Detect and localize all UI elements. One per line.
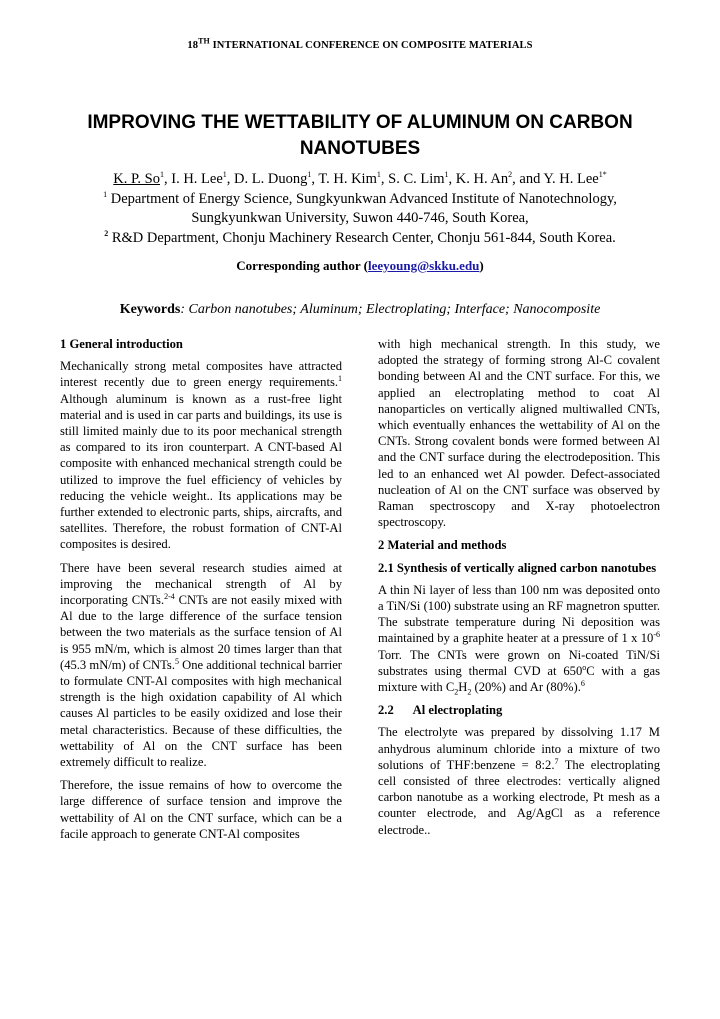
affiliation-1 <box>40 190 680 210</box>
subscript: 2 <box>467 687 472 697</box>
affil-mark: 1 <box>376 170 381 180</box>
author: , K. H. An <box>448 171 509 187</box>
paragraph <box>378 582 660 695</box>
affil-mark: 1 <box>160 170 164 180</box>
paragraph-text: H <box>458 680 468 695</box>
right-column <box>378 336 660 845</box>
affiliation-1-cont: Sungkyunkwan University, Suwon 440-746, South Korea, <box>191 210 529 226</box>
citation-ref: 5 <box>174 656 179 666</box>
author: , T. H. Kim <box>311 171 377 187</box>
citation-ref: 2-4 <box>164 591 175 601</box>
email-link[interactable]: leeyoung@skku.edu <box>367 258 480 273</box>
affil-mark: 1 <box>307 170 312 180</box>
section-heading-methods: 2 Material and methods <box>378 538 507 553</box>
paragraph-text: A thin Ni layer of less than 100 nm was deposited onto a TiN/Si (100) substrate using an RF magnetron sputter. The substrate temperature during Ni deposition was maintained by a graphite heater at a pressure of 1 x 10 <box>378 582 660 646</box>
affil-mark: 1 <box>103 189 108 199</box>
paragraph-text: Mechanically strong metal composites have attracted interest recently due to green energy requirements. <box>60 359 342 390</box>
citation-ref: 7 <box>554 756 559 766</box>
affiliation-2 <box>40 229 680 249</box>
header-ordinal: TH <box>198 36 210 46</box>
paper-title <box>60 110 660 162</box>
left-column <box>60 336 342 849</box>
paragraph-text: CNTs are not easily mixed with Al due to the large difference of the surface tension between the two materials as the surface tension of Al is 955 mN/m, which is almost 20 times larger than that (45.3 mN/m) of CNTs. <box>60 593 342 672</box>
paragraph-text: Torr. The CNTs were grown on Ni-coated TiN/Si substrates using thermal CVD at 650 <box>378 647 660 678</box>
affil-mark: 1 <box>444 170 449 180</box>
title-line-2: NANOTUBES <box>299 138 421 159</box>
author-block <box>40 170 680 248</box>
title-line-1: IMPROVING THE WETTABILITY OF ALUMINUM ON CARBON <box>87 112 633 133</box>
header-number: 18 <box>187 40 199 51</box>
subsection-number: 2.2 <box>378 703 394 718</box>
paragraph <box>60 560 342 771</box>
affil-mark: 2 <box>104 228 109 238</box>
author: , S. C. Lim <box>380 171 445 187</box>
paragraph: with high mechanical strength. In this study, we adopted the strategy of forming strong Al-C covalent bonding between Al and the CNT surface. For this, we applied an electroplating method to coat Al nanoparticles on vertically aligned multiwalled CNTs, which eventually enhances the wettability of Al on the CNTs. Strong covalent bonds were formed between Al and the CNT surface during the electrodeposition. This led to an enhanced wet Al powder. Defect-associated nucleation of Al on the CNT surface was observed by Raman spectroscopy and X-ray photoelectron spectroscopy. <box>378 337 660 530</box>
affiliation-text: Department of Energy Science, Sungkyunkwan Advanced Institute of Nanotechnology, <box>107 190 617 207</box>
author-presenting: K. P. So <box>113 171 160 187</box>
corresponding-label: Corresponding author ( <box>236 258 368 273</box>
paragraph-text: The electroplating cell consisted of three electrodes: vertically aligned carbon nanotube as a working electrode, Pt mesh as a counter electrode, and Ag/AgCl as a reference electrode.. <box>378 757 660 837</box>
affiliation-text: R&D Department, Chonju Machinery Research Center, Chonju 561-844, South Korea. <box>108 229 616 246</box>
keywords-label: Keywords <box>119 302 181 317</box>
paragraph-text: Although aluminum is known as a rust-free light material and is used in car parts and buildings, its use is still limited mainly due to its poor mechanical strength as compared to its iron counterpart. A CNT-based Al composite with enhanced mechanical strength could be utilized to improve the fuel efficiency of vehicles by reducing the vehicle weight.. Its applications may be further extended to electronic parts, ships, aircrafts, and satellites. Therefore, the robust formation of CNT-Al composites is desired. <box>60 391 342 552</box>
section-heading-introduction: 1 General introduction <box>60 337 183 351</box>
affil-mark: 1* <box>598 170 607 180</box>
paragraph-text: C with a gas mixture with C <box>378 663 660 695</box>
running-header <box>0 36 720 51</box>
citation-ref: 6 <box>580 678 585 688</box>
paragraph-text: One additional technical barrier to formulate CNT-Al composites with high mechanical strength is the high oxidation capability of Al which causes Al particles to be easily oxidized and lose their metal characteristics. Because of these difficulties, the wettability of Al on the CNT surface has been extremely difficult to realize. <box>60 657 342 770</box>
corresponding-author <box>0 258 720 274</box>
citation-ref: 1 <box>338 374 342 384</box>
exponent: -6 <box>653 630 660 640</box>
paragraph-text: The electrolyte was prepared by dissolving 1.17 M anhydrous aluminum chloride into a mixture of two solutions of THF:benzene = 8:2. <box>378 725 660 772</box>
affil-mark: 1 <box>222 170 227 180</box>
author: , D. L. Duong <box>226 171 308 187</box>
header-text: INTERNATIONAL CONFERENCE ON COMPOSITE MATERIALS <box>209 40 533 51</box>
subscript: 2 <box>454 687 459 697</box>
keywords-list: : Carbon nanotubes; Aluminum; Electroplating; Interface; Nanocomposite <box>180 302 601 317</box>
author-list <box>40 170 680 190</box>
paragraph <box>60 358 342 552</box>
subsection-title: Al electroplating <box>412 703 503 718</box>
paragraph: Therefore, the issue remains of how to overcome the large difference of surface tension and improve the wettability of Al on the CNT surface, which can be a facile approach to generate CNT-Al composites <box>60 778 342 841</box>
subsection-heading-electroplating <box>378 702 660 718</box>
author: , and Y. H. Lee <box>512 171 599 187</box>
degree-mark: o <box>582 662 587 672</box>
affil-mark: 2 <box>508 170 513 180</box>
paragraph <box>378 724 660 837</box>
paragraph-text: (20%) and Ar (80%). <box>471 680 581 695</box>
paragraph-text: There have been several research studies aimed at improving the mechanical strength of Al by incorporating CNTs. <box>60 560 342 608</box>
subsection-heading-synthesis: 2.1 Synthesis of vertically aligned carbon nanotubes <box>378 560 657 575</box>
author: , I. H. Lee <box>164 171 223 187</box>
keywords-line <box>0 302 720 318</box>
corresponding-close: ) <box>479 258 484 273</box>
